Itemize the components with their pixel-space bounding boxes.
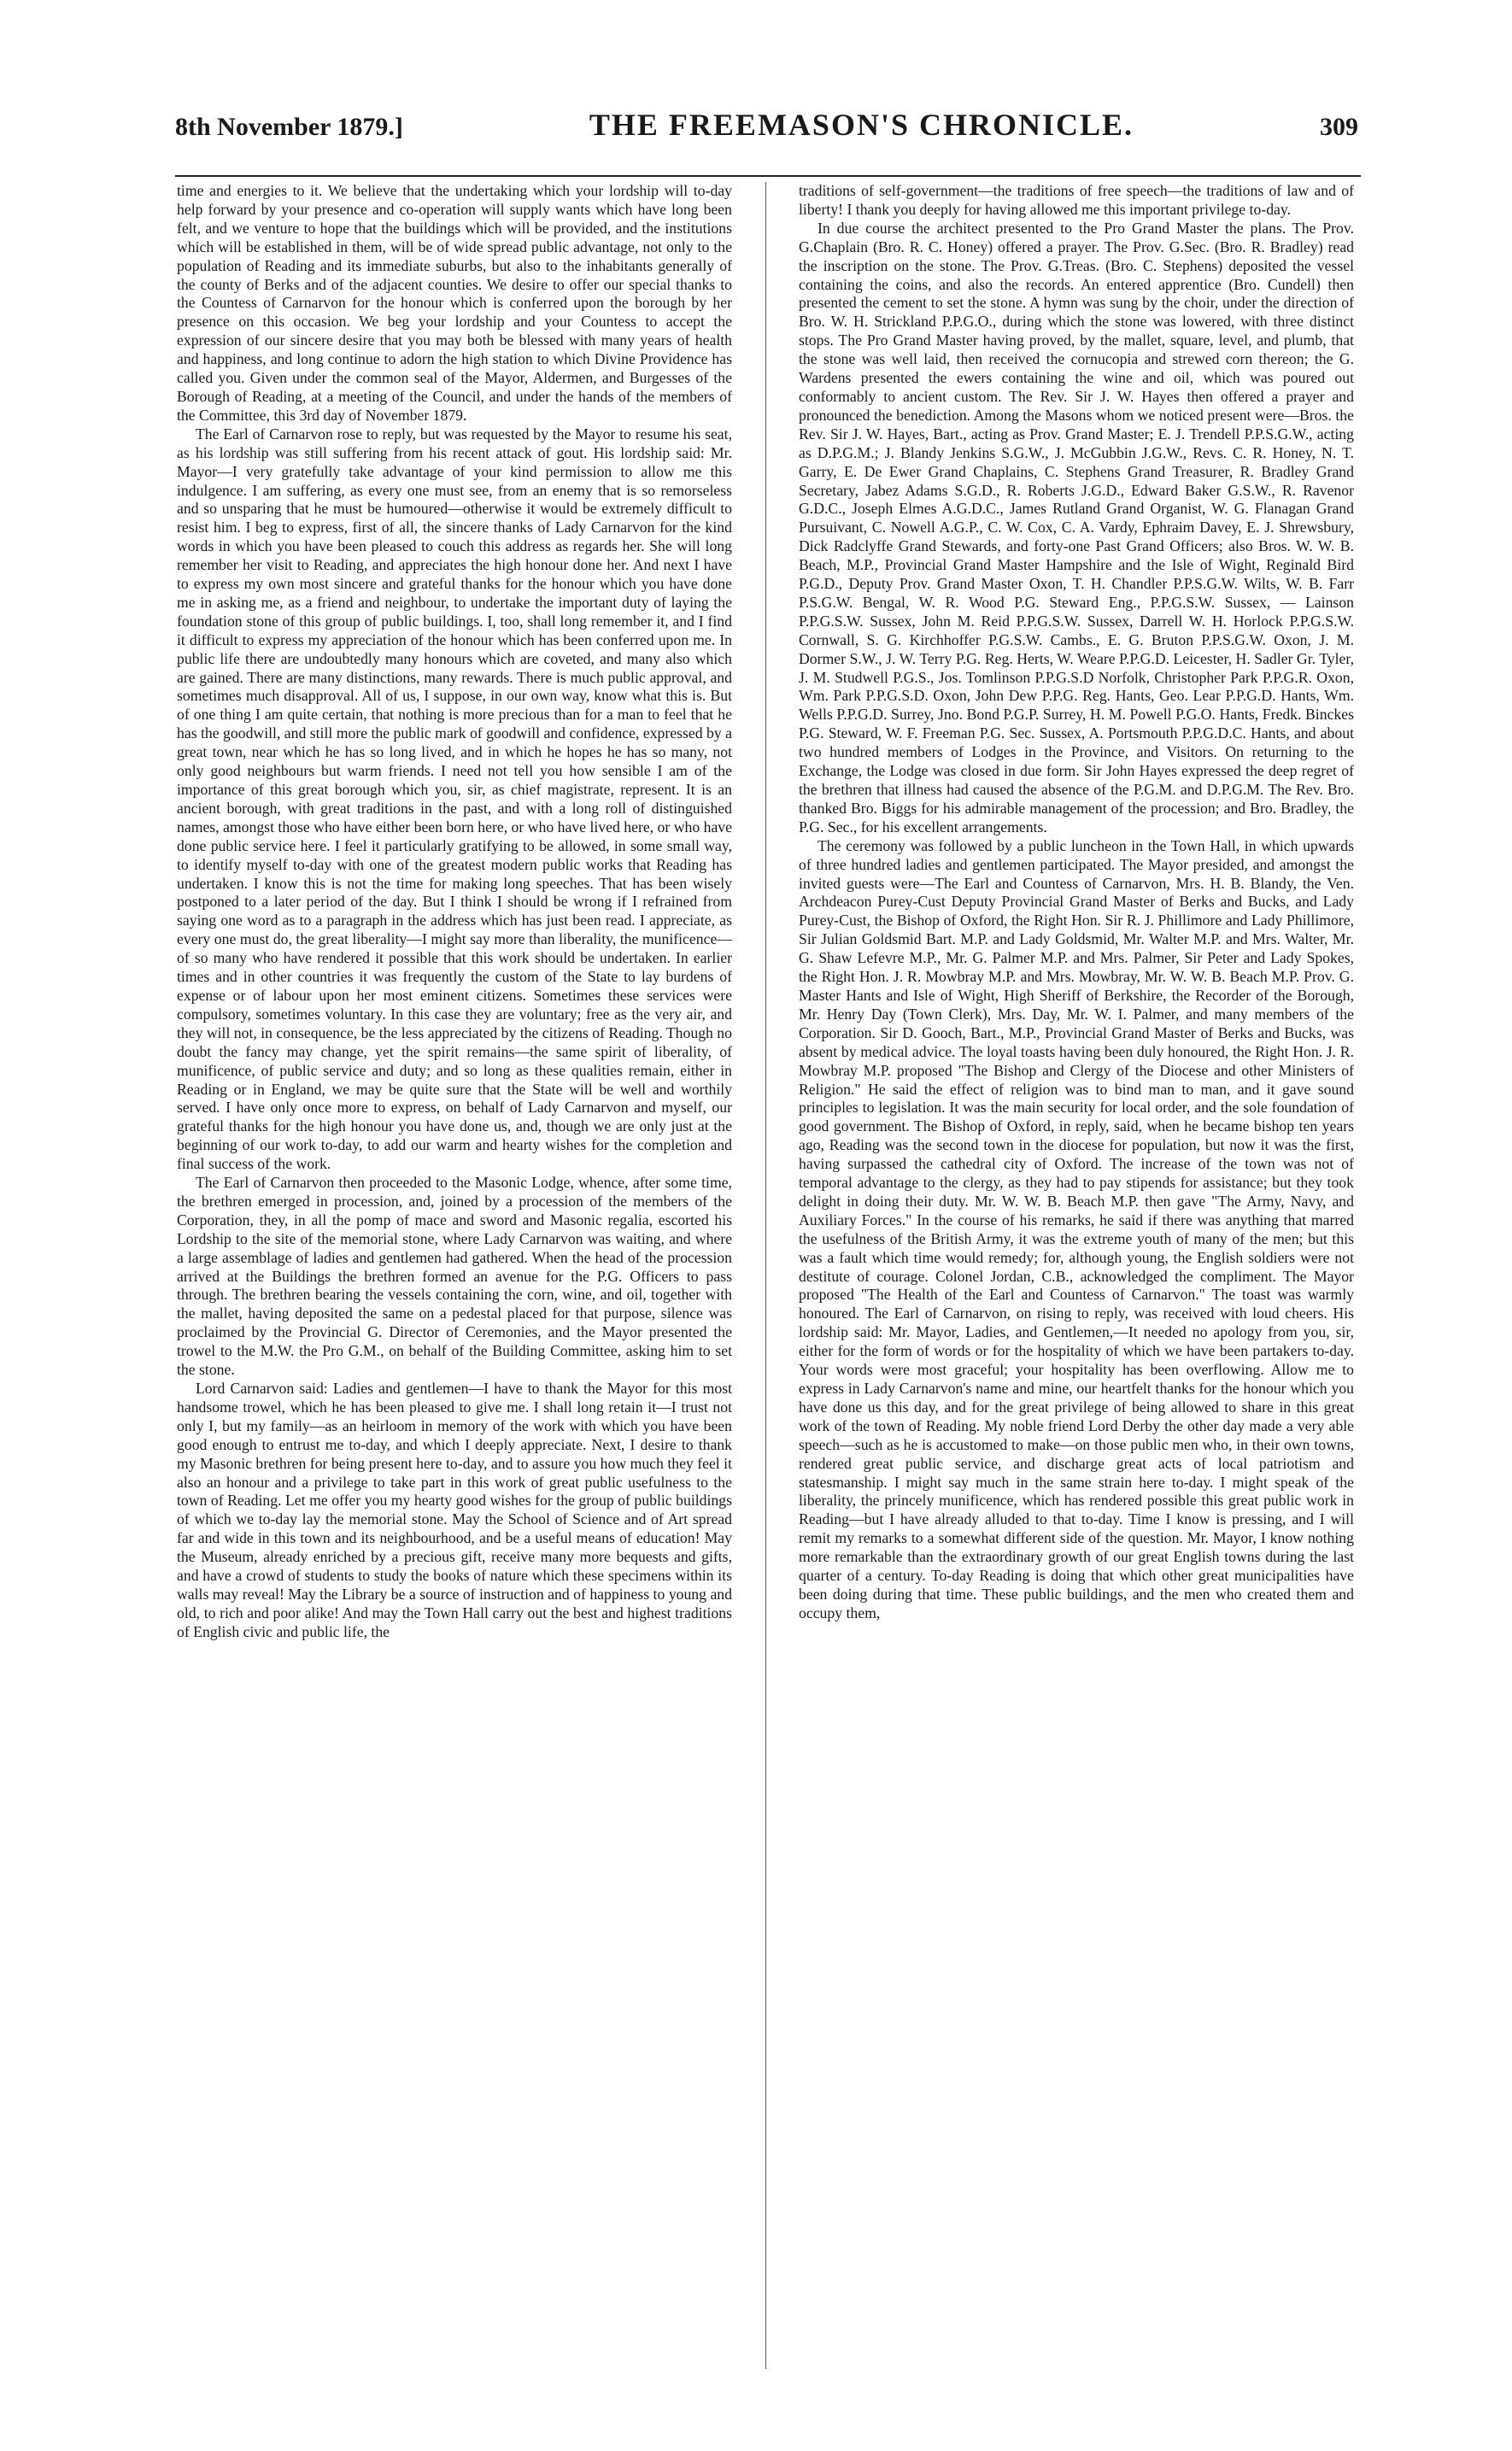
- paragraph: traditions of self-government—the traditions of free speech—the traditions of law and of liberty! I thank you deeply for having allowed me this important privilege to-day.: [799, 182, 1354, 218]
- paragraph: The Earl of Carnarvon then proceeded to the Masonic Lodge, whence, after some time, the brethren emerged in procession, and, joined by a procession of the members of the Corporation, they, in all the pomp of mace and sword and Masonic regalia, escorted his Lordship to the site of the memorial stone, where Lady Carnarvon was waiting, and where a large assemblage of ladies and gentlemen had gathered. When the head of the procession arrived at the Buildings the brethren formed an avenue for the P.G. Officers to pass through. The brethren bearing the vessels containing the corn, wine, and oil, together with the mallet, having deposited the same on a pedestal placed for that purpose, silence was proclaimed by the Provincial G. Director of Ceremonies, and the Mayor presented the trowel to the M.W. the Pro G.M., on behalf of the Building Committee, asking him to set the stone.: [177, 1174, 732, 1379]
- header-rule: [175, 175, 1361, 177]
- right-column: [799, 182, 1354, 2369]
- paragraph: The ceremony was followed by a public luncheon in the Town Hall, in which upwards of three hundred ladies and gentlemen participated. The Mayor presided, and amongst the invited guests were—The Earl and Countess of Carnarvon, Mrs. H. B. Blandy, the Ven. Archdeacon Purey-Cust Deputy Provincial Grand Master of Berks and Bucks, and Lady Purey-Cust, the Bishop of Oxford, the Right Hon. Sir R. J. Phillimore and Lady Phillimore, Sir Julian Goldsmid Bart. M.P. and Lady Goldsmid, Mr. Walter M.P. and Mrs. Walter, Mr. G. Shaw Lefevre M.P., Mr. G. Palmer M.P. and Mrs. Palmer, Sir Peter and Lady Spokes, the Right Hon. J. R. Mowbray M.P. and Mrs. Mowbray, Mr. W. W. B. Beach M.P. Prov. G. Master Hants and Isle of Wight, High Sheriff of Berkshire, the Recorder of the Borough, Mr. Henry Day (Town Clerk), Mrs. Day, Mr. W. I. Palmer, and many members of the Corporation. Sir D. Gooch, Bart., M.P., Provincial Grand Master of Berks and Bucks, was absent by medical advice. The loyal toasts having been duly honoured, the Right Hon. J. R. Mowbray M.P. proposed "The Bishop and Clergy of the Diocese and other Ministers of Religion." He said the effect of religion was to bind man to man, and it gave sound principles to legislation. It was the main security for local order, and the sole foundation of good government. The Bishop of Oxford, in reply, said, when he became bishop ten years ago, Reading was the second town in the diocese for population, but now it was the first, having surpassed the cathedral city of Oxford. The increase of the town was not of temporal advantage to the clergy, as they had to pay stipends for assistance; but they took delight in doing their duty. Mr. W. W. B. Beach M.P. then gave "The Army, Navy, and Auxiliary Forces." In the course of his remarks, he said if there was anything that marred the usefulness of the British Army, it was the extreme youth of many of the men; but this was a fault which time would remedy; for, although young, the English soldiers were not destitute of courage. Colonel Jordan, C.B., acknowledged the compliment. The Mayor proposed "The Health of the Earl and Countess of Carnarvon." The toast was warmly honoured. The Earl of Carnarvon, on rising to reply, was received with loud cheers. His lordship said: Mr. Mayor, Ladies, and Gentlemen,—It needed no apology from you, sir, either for the form of words or for the hospitality of which we have been partakers to-day. Your words were most graceful; your hospitality has been overflowing. Allow me to express in Lady Carnarvon's name and mine, our heartfelt thanks for the honour which you have done us this day, and for the great privilege of being allowed to share in this great work of the town of Reading. My noble friend Lord Derby the other day made a very able speech—such as he is accustomed to make—on those public men who, in their own towns, rendered great public service, and discharge great acts of local patriotism and statesmanship. I might say much in the same strain here to-day. I might speak of the liberality, the princely munificence, which has rendered possible this great public work in Reading—but I have already alluded to that to-day. Time I know is pressing, and I will remit my remarks to a somewhat different side of the question. Mr. Mayor, I know nothing more remarkable than the extraordinary growth of our great English towns during the last quarter of a century. To-day Reading is doing that which other great municipalities have been doing during that time. These public buildings, and the men who created them and occupy them,: [799, 836, 1354, 1621]
- left-column: [177, 182, 732, 2369]
- paragraph: Lord Carnarvon said: Ladies and gentlemen—I have to thank the Mayor for this most handsome trowel, which he has been pleased to give me. I shall long retain it—I trust not only I, but my family—as an heirloom in memory of the work with which you have been good enough to entrust me to-day, and which I deeply appreciate. Next, I desire to thank my Masonic brethren for being present here to-day, and to assure you how much they feel it also an honour and a privilege to take part in this work of great public usefulness to the town of Reading. Let me offer you my hearty good wishes for the group of public buildings of which we to-day lay the memorial stone. May the School of Science and of Art spread far and wide in this town and its neighbourhood, and be a useful means of education! May the Museum, already enriched by a precious gift, receive many more bequests and gifts, and have a crowd of students to study the books of nature which these specimens within its walls may reveal! May the Library be a source of instruction and of happiness to young and old, to rich and poor alike! And may the Town Hall carry out the best and highest traditions of English civic and public life, the: [177, 1380, 732, 1640]
- page-header: [175, 107, 1358, 151]
- page-number: 309: [1319, 113, 1358, 141]
- paragraph: The Earl of Carnarvon rose to reply, but was requested by the Mayor to resume his seat, as his lordship was still suffering from his recent attack of gout. His lordship said: Mr. Mayor—I very gratefully take advantage of your kind permission to allow me this indulgence. I am suffering, as every one must see, from an enemy that is so remorseless and so unsparing that he must be humoured—otherwise it would be extremely difficult to resist him. I beg to express, first of all, the sincere thanks of Lady Carnarvon for the kind words in which you have been pleased to couch this address as regards her. She will long remember her visit to Reading, and appreciates the high honour done her. And next I have to express my own most sincere and grateful thanks for the honour which you have done me in asking me, as a friend and neighbour, to undertake the important duty of laying the foundation stone of this group of public buildings. I, too, shall long remember it, and I find it difficult to express my appreciation of the honour which has been conferred upon me. In public life there are undoubtedly many honours which are coveted, and many also which are gained. There are many distinctions, many rewards. There is much public approval, and sometimes much disapproval. All of us, I suppose, in our own way, know what this is. But of one thing I am quite certain, that nothing is more precious than for a man to feel that he has the goodwill, and still more the public mark of goodwill and confidence, expressed by a great town, near which he has so long lived, and in which he hopes he has so many, not only good neighbours but warm friends. I need not tell you how sensible I am of the importance of this great borough which you, sir, as chief magistrate, represent. It is an ancient borough, with great traditions in the past, and with a long roll of distinguished names, amongst those who have either been born here, or who have lived here, or who have done public service here. I feel it particularly gratifying to be allowed, in some small way, to identify myself to-day with one of the greatest modern public works that Reading has undertaken. I know this is not the time for making long speeches. That has been wisely postponed to a later period of the day. But I think I should be wrong if I refrained from saying one word as to a paragraph in the address which has just been read. I appreciate, as every one must do, the great liberality—I might say more than liberality, the munificence—of so many who have rendered it possible that this work should be undertaken. In earlier times and in other countries it was frequently the custom of the State to lay burdens of expense or of labour upon her most eminent citizens. Sometimes these services were compulsory, sometimes voluntary. In this case they are voluntary; free as the very air, and they will not, in consequence, be the less appreciated by the citizens of Reading. Though no doubt the fancy may change, yet the spirit remains—the same spirit of liberality, of munificence, of public service and duty; and so long as these qualities remain, either in Reading or in England, we may be quite sure that the State will be well and worthily served. I have only once more to express, on behalf of Lady Carnarvon and myself, our grateful thanks for the high honour you have done us, and, though we are only just at the beginning of our work to-day, to add our warm and hearty wishes for the completion and final success of the work.: [177, 425, 732, 1173]
- publication-title: THE FREEMASON'S CHRONICLE.: [589, 108, 1134, 142]
- column-divider: [765, 182, 766, 2369]
- issue-date: 8th November 1879.]: [175, 113, 403, 141]
- paragraph: In due course the architect presented to the Pro Grand Master the plans. The Prov. G.Chaplain (Bro. R. C. Honey) offered a prayer. The Prov. G.Sec. (Bro. R. Bradley) read the inscription on the stone. The Prov. G.Treas. (Bro. C. Stephens) deposited the vessel containing the coins, and also the records. An entered apprentice (Bro. Cundell) then presented the cement to set the stone. A hymn was sung by the choir, under the direction of Bro. W. H. Strickland P.P.G.O., during which the stone was lowered, with three distinct stops. The Pro Grand Master having proved, by the mallet, square, level, and plumb, that the stone was well laid, then received the cornucopia and strewed corn thereon; the G. Wardens presented the ewers containing the wine and oil, which was poured out conformably to ancient custom. The Rev. Sir J. W. Hayes then offered a prayer and pronounced the benediction. Among the Masons whom we noticed present were—Bros. the Rev. Sir J. W. Hayes, Bart., acting as Prov. Grand Master; E. J. Trendell P.P.S.G.W., acting as D.P.G.M.; J. Blandy Jenkins S.G.W., J. McGubbin J.G.W., Revs. C. R. Honey, N. T. Garry, E. De Ewer Grand Chaplains, C. Stephens Grand Treasurer, R. Bradley Grand Secretary, Jabez Adams S.G.D., R. Roberts J.G.D., Edward Baker G.S.W., R. Ravenor G.D.C., Joseph Elmes A.G.D.C., James Rutland Grand Organist, W. G. Flanagan Grand Pursuivant, C. Nowell A.G.P., C. W. Cox, C. A. Vardy, Ephraim Davey, E. J. Shrewsbury, Dick Radclyffe Grand Stewards, and forty-one Past Grand Officers; also Bros. W. W. B. Beach, M.P., Provincial Grand Master Hampshire and the Isle of Wight, Reginald Bird P.G.D., Deputy Prov. Grand Master Oxon, T. H. Chandler P.P.S.G.W. Wilts, W. B. Farr P.S.G.W. Bengal, W. R. Wood P.G. Steward Eng., P.P.G.S.W. Sussex, — Lainson P.P.G.S.W. Sussex, John M. Reid P.P.G.S.W. Sussex, Darrell W. H. Horlock P.P.G.S.W. Cornwall, S. G. Kirchhoffer P.G.S.W. Cambs., E. G. Bruton P.P.S.G.W. Oxon, J. M. Dormer S.W., J. W. Terry P.G. Reg. Herts, W. Weare P.P.G.D. Leicester, H. Sadler Gr. Tyler, J. M. Studwell P.G.S., Jos. Tomlinson P.P.G.S.D Norfolk, Christopher Park P.P.G.R. Oxon, Wm. Park P.P.G.S.D. Oxon, John Dew P.P.G. Reg. Hants, Geo. Lear P.P.G.D. Hants, Wm. Wells P.P.G.D. Surrey, Jno. Bond P.G.P. Surrey, H. M. Powell P.G.O. Hants, Fredk. Binckes P.G. Steward, W. F. Freeman P.G. Sec. Sussex, A. Portsmouth P.P.G.D.C. Hants, and about two hundred members of Lodges in the Province, and Visitors. On returning to the Exchange, the Lodge was closed in due form. Sir John Hayes expressed the deep regret of the brethren that illness had caused the absence of the P.G.M. and D.P.G.M. The Rev. Bro. thanked Bro. Biggs for his admirable management of the procession; and Bro. Bradley, the P.G. Sec., for his excellent arrangements.: [799, 219, 1354, 836]
- paragraph: time and energies to it. We believe that the undertaking which your lordship will to-day help forward by your presence and co-operation will supply wants which have long been felt, and we venture to hope that the buildings which will be provided, and the institutions which will be established in them, will be of wide spread public advantage, not only to the population of Reading and its immediate suburbs, but also to the inhabitants generally of the county of Berks and of the adjacent counties. We desire to offer our special thanks to the Countess of Carnarvon for the honour which is conferred upon the borough by her presence on this occasion. We beg your lordship and your Countess to accept the expression of our sincere desire that you may both be blessed with many years of health and happiness, and long continue to adorn the high station to which Divine Providence has called you. Given under the common seal of the Mayor, Aldermen, and Burgesses of the Borough of Reading, at a meeting of the Council, and under the hands of the members of the Committee, this 3rd day of November 1879.: [177, 182, 732, 424]
